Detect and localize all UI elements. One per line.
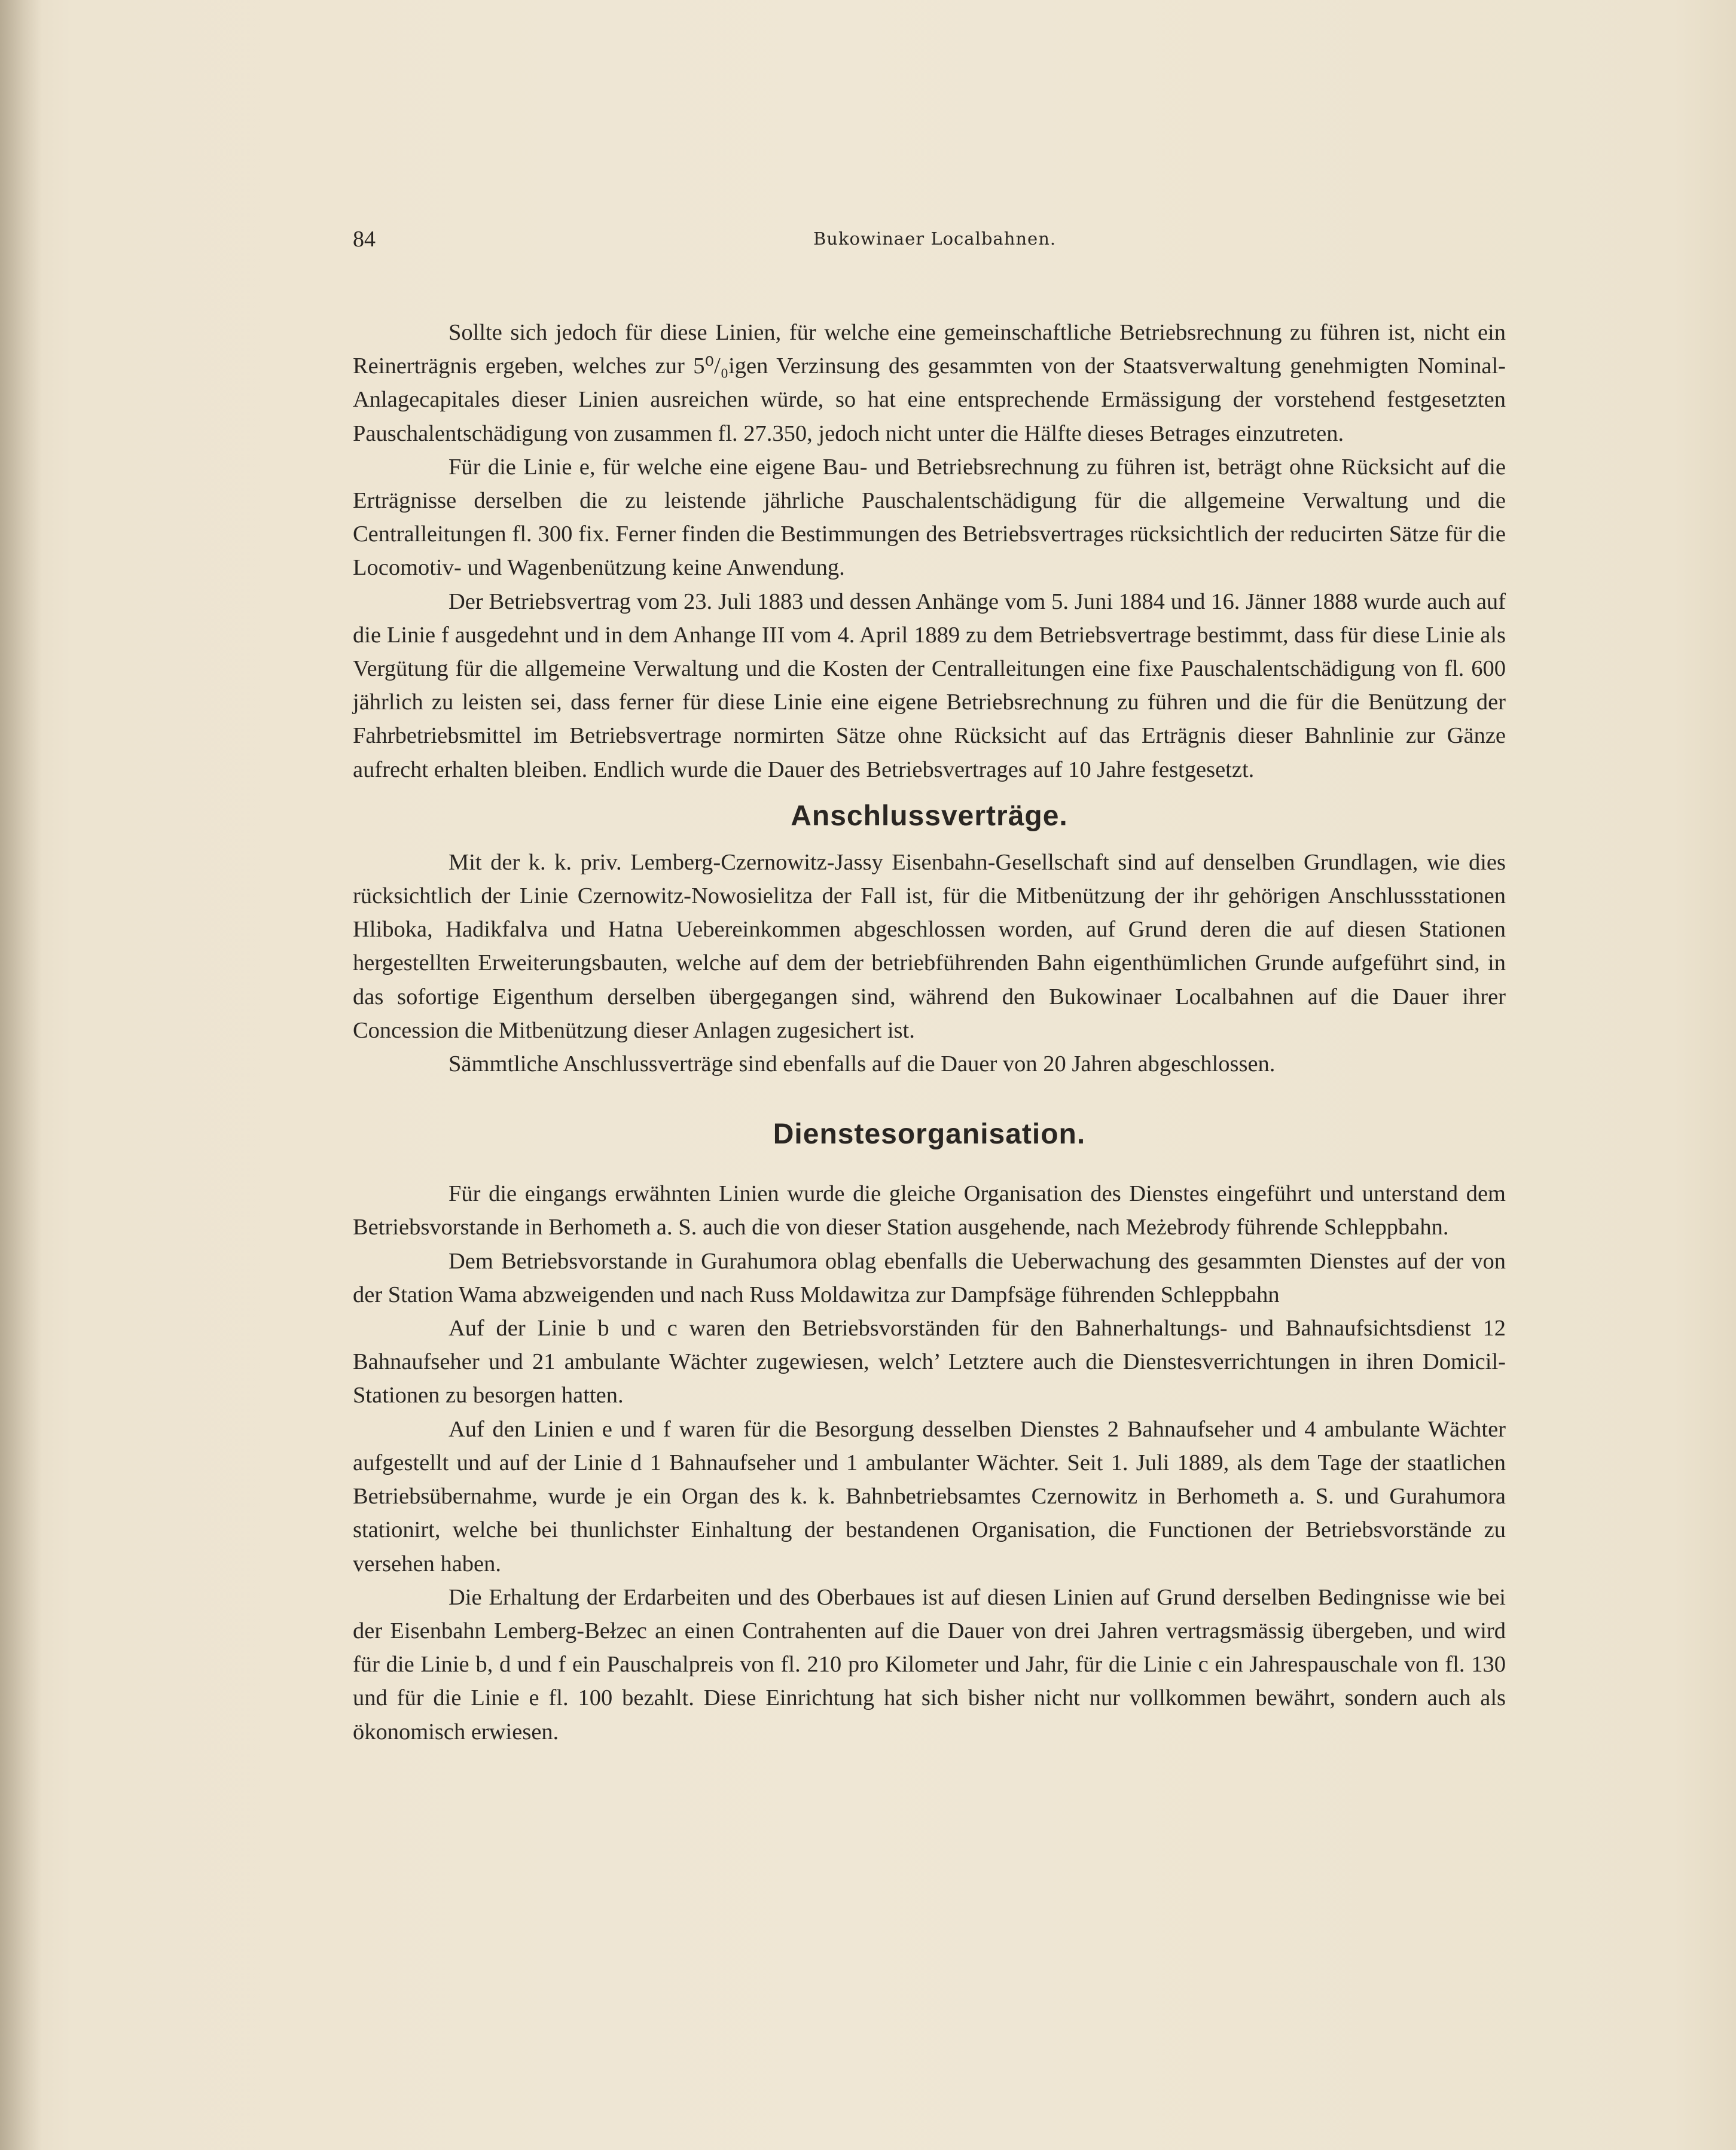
- page-number: 84: [353, 227, 376, 252]
- paragraph-gurahumora: Dem Betriebsvorstande in Gurahumora oblag ebenfalls die Ueberwachung des gesammten Dienstes auf der von der Station Wama abzweigenden und nach Russ Moldawitza zur Dampfsäge führenden Schleppbahn: [353, 1248, 1506, 1307]
- paragraph-linie-b-c: Auf der Linie b und c waren den Betriebsvorständen für den Bahnerhaltungs- und Bahnaufsichtsdienst 12 Bahnaufseher und 21 ambulante Wächter zugewiesen, welch’ Letztere auch die Dienstesverrichtungen in ihren Domicil-Stationen zu besorgen hatten.: [353, 1316, 1506, 1408]
- paragraph-anschlussvertraege-dauer: Sämmtliche Anschlussverträge sind ebenfalls auf die Dauer von 20 Jahren abgeschlossen.: [449, 1051, 1276, 1077]
- paragraph-pauschal-reduction: Sollte sich jedoch für diese Linien, für welche eine gemeinschaftliche Betriebsrechnung zu führen ist, nicht ein Reinerträgnis ergeben, welches zur 5⁰/₀igen Verzinsung des gesammten von der Staatsverwaltung genehmigten Nominal-Anlagecapitales dieser Linien ausreichen würde, so hat eine entsprechende Ermässigung der vorstehend festgesetzten Pauschalentschädigung von zusammen fl. 27.350, jedoch nicht unter die Hälfte dieses Betrages einzutreten.: [353, 320, 1506, 446]
- paragraph-betriebsvertrag: Der Betriebsvertrag vom 23. Juli 1883 und dessen Anhänge vom 5. Juni 1884 und 16. Jänner 1888 wurde auch auf die Linie f ausgedehnt und in dem Anhange III vom 4. April 1889 zu dem Betriebsvertrage bestimmt, dass für diese Linie als Vergütung für die allgemeine Verwaltung und die Kosten der Centralleitungen eine fixe Pauschalentschädigung von fl. 600 jährlich zu leisten sei, dass ferner für diese Linie eine eigene Betriebsrechnung zu führen und die für die Benützung der Fahrbetriebsmittel im Betriebsvertrage normirten Sätze ohne Rücksicht auf das Erträgnis dieser Bahnlinie zur Gänze aufrecht erhalten bleiben. Endlich wurde die Dauer des Betriebsvertrages auf 10 Jahre festgesetzt.: [353, 588, 1506, 782]
- paragraph-linie-e-f: Auf den Linien e und f waren für die Besorgung desselben Dienstes 2 Bahnaufseher und 4 ambulante Wächter aufgestellt und auf der Linie d 1 Bahnaufseher und 1 ambulanter Wächter. Seit 1. Juli 1889, als dem Tage der staatlichen Betriebsübernahme, wurde je ein Organ des k. k. Bahnbetriebsamtes Czernowitz in Berhometh a. S. und Gurahumora stationirt, welche bei thunlichster Einhaltung der bestandenen Organisation, die Functionen der Betriebsvorstände zu versehen haben.: [353, 1416, 1506, 1576]
- binding-shadow: [0, 0, 42, 2150]
- paragraph-linie-e: Für die Linie e, für welche eine eigene Bau- und Betriebsrechnung zu führen ist, beträgt ohne Rücksicht auf die Erträgnisse derselben die zu leistende jährliche Pauschalentschädigung für die allgemeine Verwaltung und die Centralleitungen fl. 300 fix. Ferner finden die Bestimmungen des Betriebsvertrages rücksichtlich der reducirten Sätze für die Locomotiv- und Wagenbenützung keine Anwendung.: [353, 454, 1506, 581]
- section-heading-dienstesorganisation: Dienstesorganisation.: [773, 1118, 1086, 1151]
- paragraph-erhaltung: Die Erhaltung der Erdarbeiten und des Oberbaues ist auf diesen Linien auf Grund derselben Bedingnisse wie bei der Eisenbahn Lemberg-Bełzec an einen Contrahenten auf die Dauer von drei Jahren vertragsmässig übergeben, und wird für die Linie b, d und f ein Pauschalpreis von fl. 210 pro Kilometer und Jahr, für die Linie c ein Jahrespauschale von fl. 130 und für die Linie e fl. 100 bezahlt. Diese Einrichtung hat sich bisher nicht nur vollkommen bewährt, sondern auch als ökonomisch erwiesen.: [353, 1584, 1506, 1745]
- paragraph-lemberg-czernowitz: Mit der k. k. priv. Lemberg-Czernowitz-Jassy Eisenbahn-Gesellschaft sind auf denselben Grundlagen, wie dies rücksichtlich der Linie Czernowitz-Nowosielitza der Fall ist, für die Mitbenützung der ihr gehörigen Anschlussstationen Hliboka, Hadikfalva und Hatna Uebereinkommen abgeschlossen worden, auf Grund deren die auf diesen Stationen hergestellten Erweiterungsbauten, welche auf dem der betriebführenden Bahn eigenthümlichen Grunde aufgeführt sind, in das sofortige Eigenthum derselben übergegangen sind, während den Bukowinaer Localbahnen auf die Dauer ihrer Concession die Mitbenützung dieser Anlagen zugesichert ist.: [353, 849, 1506, 1043]
- running-title: Bukowinaer Localbahnen.: [813, 228, 1057, 249]
- section-heading-anschlussvertraege: Anschlussverträge.: [791, 800, 1068, 832]
- page-body: [353, 316, 1506, 1749]
- page-header: [353, 226, 1507, 262]
- paragraph-organisation: Für die eingangs erwähnten Linien wurde die gleiche Organisation des Dienstes eingeführt und unterstand dem Betriebsvorstande in Berhometh a. S. auch die von dieser Station ausgehende, nach Meżebrody führende Schleppbahn.: [353, 1181, 1506, 1240]
